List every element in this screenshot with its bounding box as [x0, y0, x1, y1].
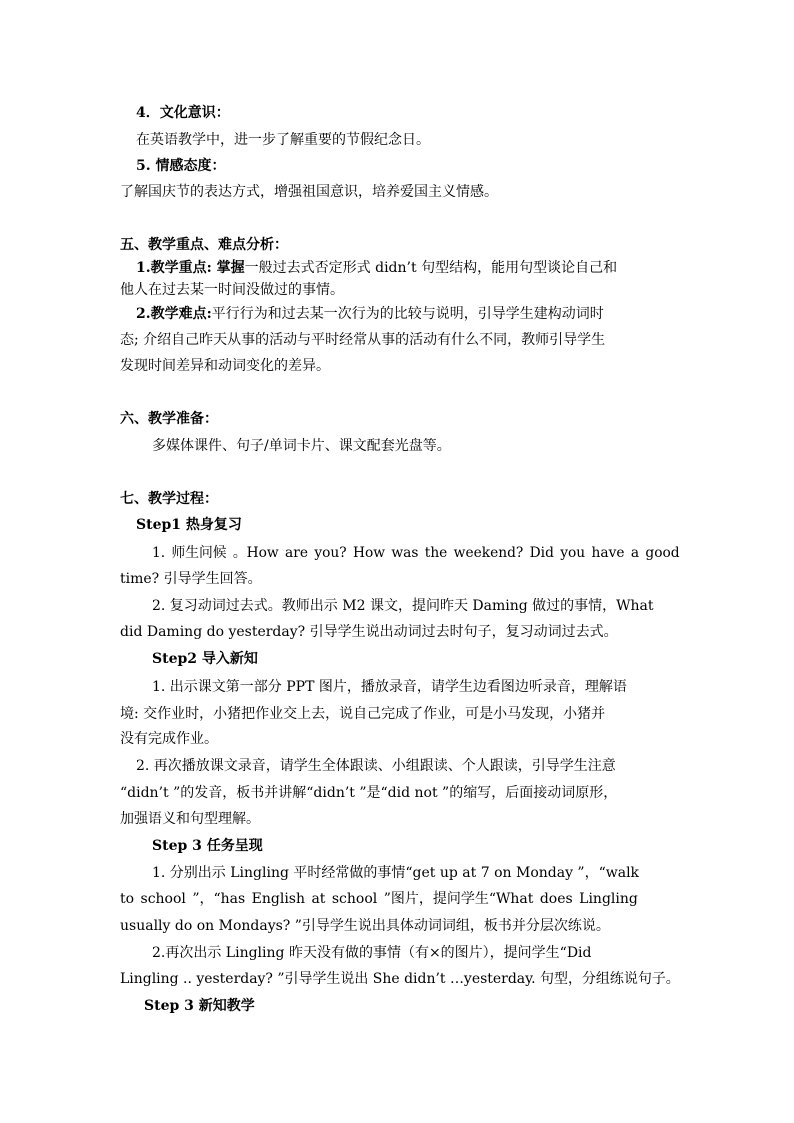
step3-p1-line3: usually do on Mondays? ”引导学生说出具体动词词组，板书并分层次练说。	[120, 918, 610, 934]
difficulty-line-2: 态; 介绍自己昨天从事的活动与平时经常从事的活动有什么不同，教师引导学生	[120, 332, 606, 348]
step1-p2-line2: did Daming do yesterday? 引导学生说出动词过去时句子，复习动词过去式。	[120, 624, 618, 640]
key-point-line-2: 他人在过去某一时间没做过的事情。	[120, 282, 344, 298]
difficulty-line-1	[136, 304, 604, 324]
step2-p1-line1: 1. 出示课文第一部分 PPT 图片，播放录音，请学生边看图边听录音，理解语	[152, 679, 627, 695]
step1-p2-line1: 2. 复习动词过去式。教师出示 M2 课文，提问昨天 Daming 做过的事情，What	[152, 598, 654, 614]
step1-p1-line2: time? 引导学生回答。	[120, 571, 262, 587]
part-6-body: 多媒体课件、句子/单词卡片、课文配套光盘等。	[152, 438, 451, 454]
step1-heading: Step1 热身复习	[136, 517, 242, 533]
part-6-title: 六、教学准备：	[120, 411, 218, 427]
section-5-heading: 5. 情感态度：	[136, 158, 226, 174]
key-point-text: 一般过去式否定形式 didn’t 句型结构，能用句型谈论自己和	[244, 260, 618, 276]
section-5-body: 了解国庆节的表达方式，增强祖国意识，培养爱国主义情感。	[120, 184, 498, 200]
step2-p2-line2: “didn’t ”的发音，板书并讲解“didn’t ”是“did not ”的缩写，后面接动词原形，	[120, 785, 618, 801]
difficulty-label: 2.教学难点:	[136, 306, 212, 322]
section-4-body: 在英语教学中，进一步了解重要的节假纪念日。	[136, 132, 430, 148]
step2-heading: Step2 导入新知	[152, 651, 258, 667]
step3b-heading: Step 3 新知教学	[144, 998, 255, 1014]
key-point-label: 1.教学重点: 掌握	[136, 260, 245, 276]
step2-p2-line3: 加强语义和句型理解。	[120, 811, 260, 827]
step3-p1-line1: 1. 分别出示 Lingling 平时经常做的事情“get up at 7 on Monday ”，“walk	[152, 865, 640, 881]
step2-p1-line3: 没有完成作业。	[120, 731, 218, 747]
key-point-line-1	[136, 258, 617, 278]
part-7-title: 七、教学过程：	[120, 491, 218, 507]
step1-p1-line1: 1. 师生问候 。How are you? How was the weekend? Did you have a good	[152, 545, 680, 561]
section-4-heading: 4．文化意识：	[136, 105, 230, 121]
step3-heading: Step 3 任务呈现	[152, 838, 263, 854]
step3-p1-line2: to school ”，“has English at school ”图片，提问学生“What does Lingling	[120, 891, 638, 907]
difficulty-line-3: 发现时间差异和动词变化的差异。	[120, 358, 330, 374]
step3-p2-line2: Lingling .. yesterday? ”引导学生说出 She didn’t …yesterday. 句型，分组练说句子。	[120, 971, 680, 987]
step2-p1-line2: 境: 交作业时，小猪把作业交上去，说自己完成了作业，可是小马发现，小猪并	[120, 706, 606, 722]
difficulty-text: 平行行为和过去某一次行为的比较与说明，引导学生建构动词时	[211, 306, 604, 322]
step2-p2-line1: 2. 再次播放课文录音，请学生全体跟读、小组跟读、个人跟读，引导学生注意	[136, 758, 616, 774]
step3-p2-line1: 2.再次出示 Lingling 昨天没有做的事情（有×的图片），提问学生“Did	[152, 945, 592, 961]
part-5-title: 五、教学重点、难点分析：	[120, 237, 288, 253]
